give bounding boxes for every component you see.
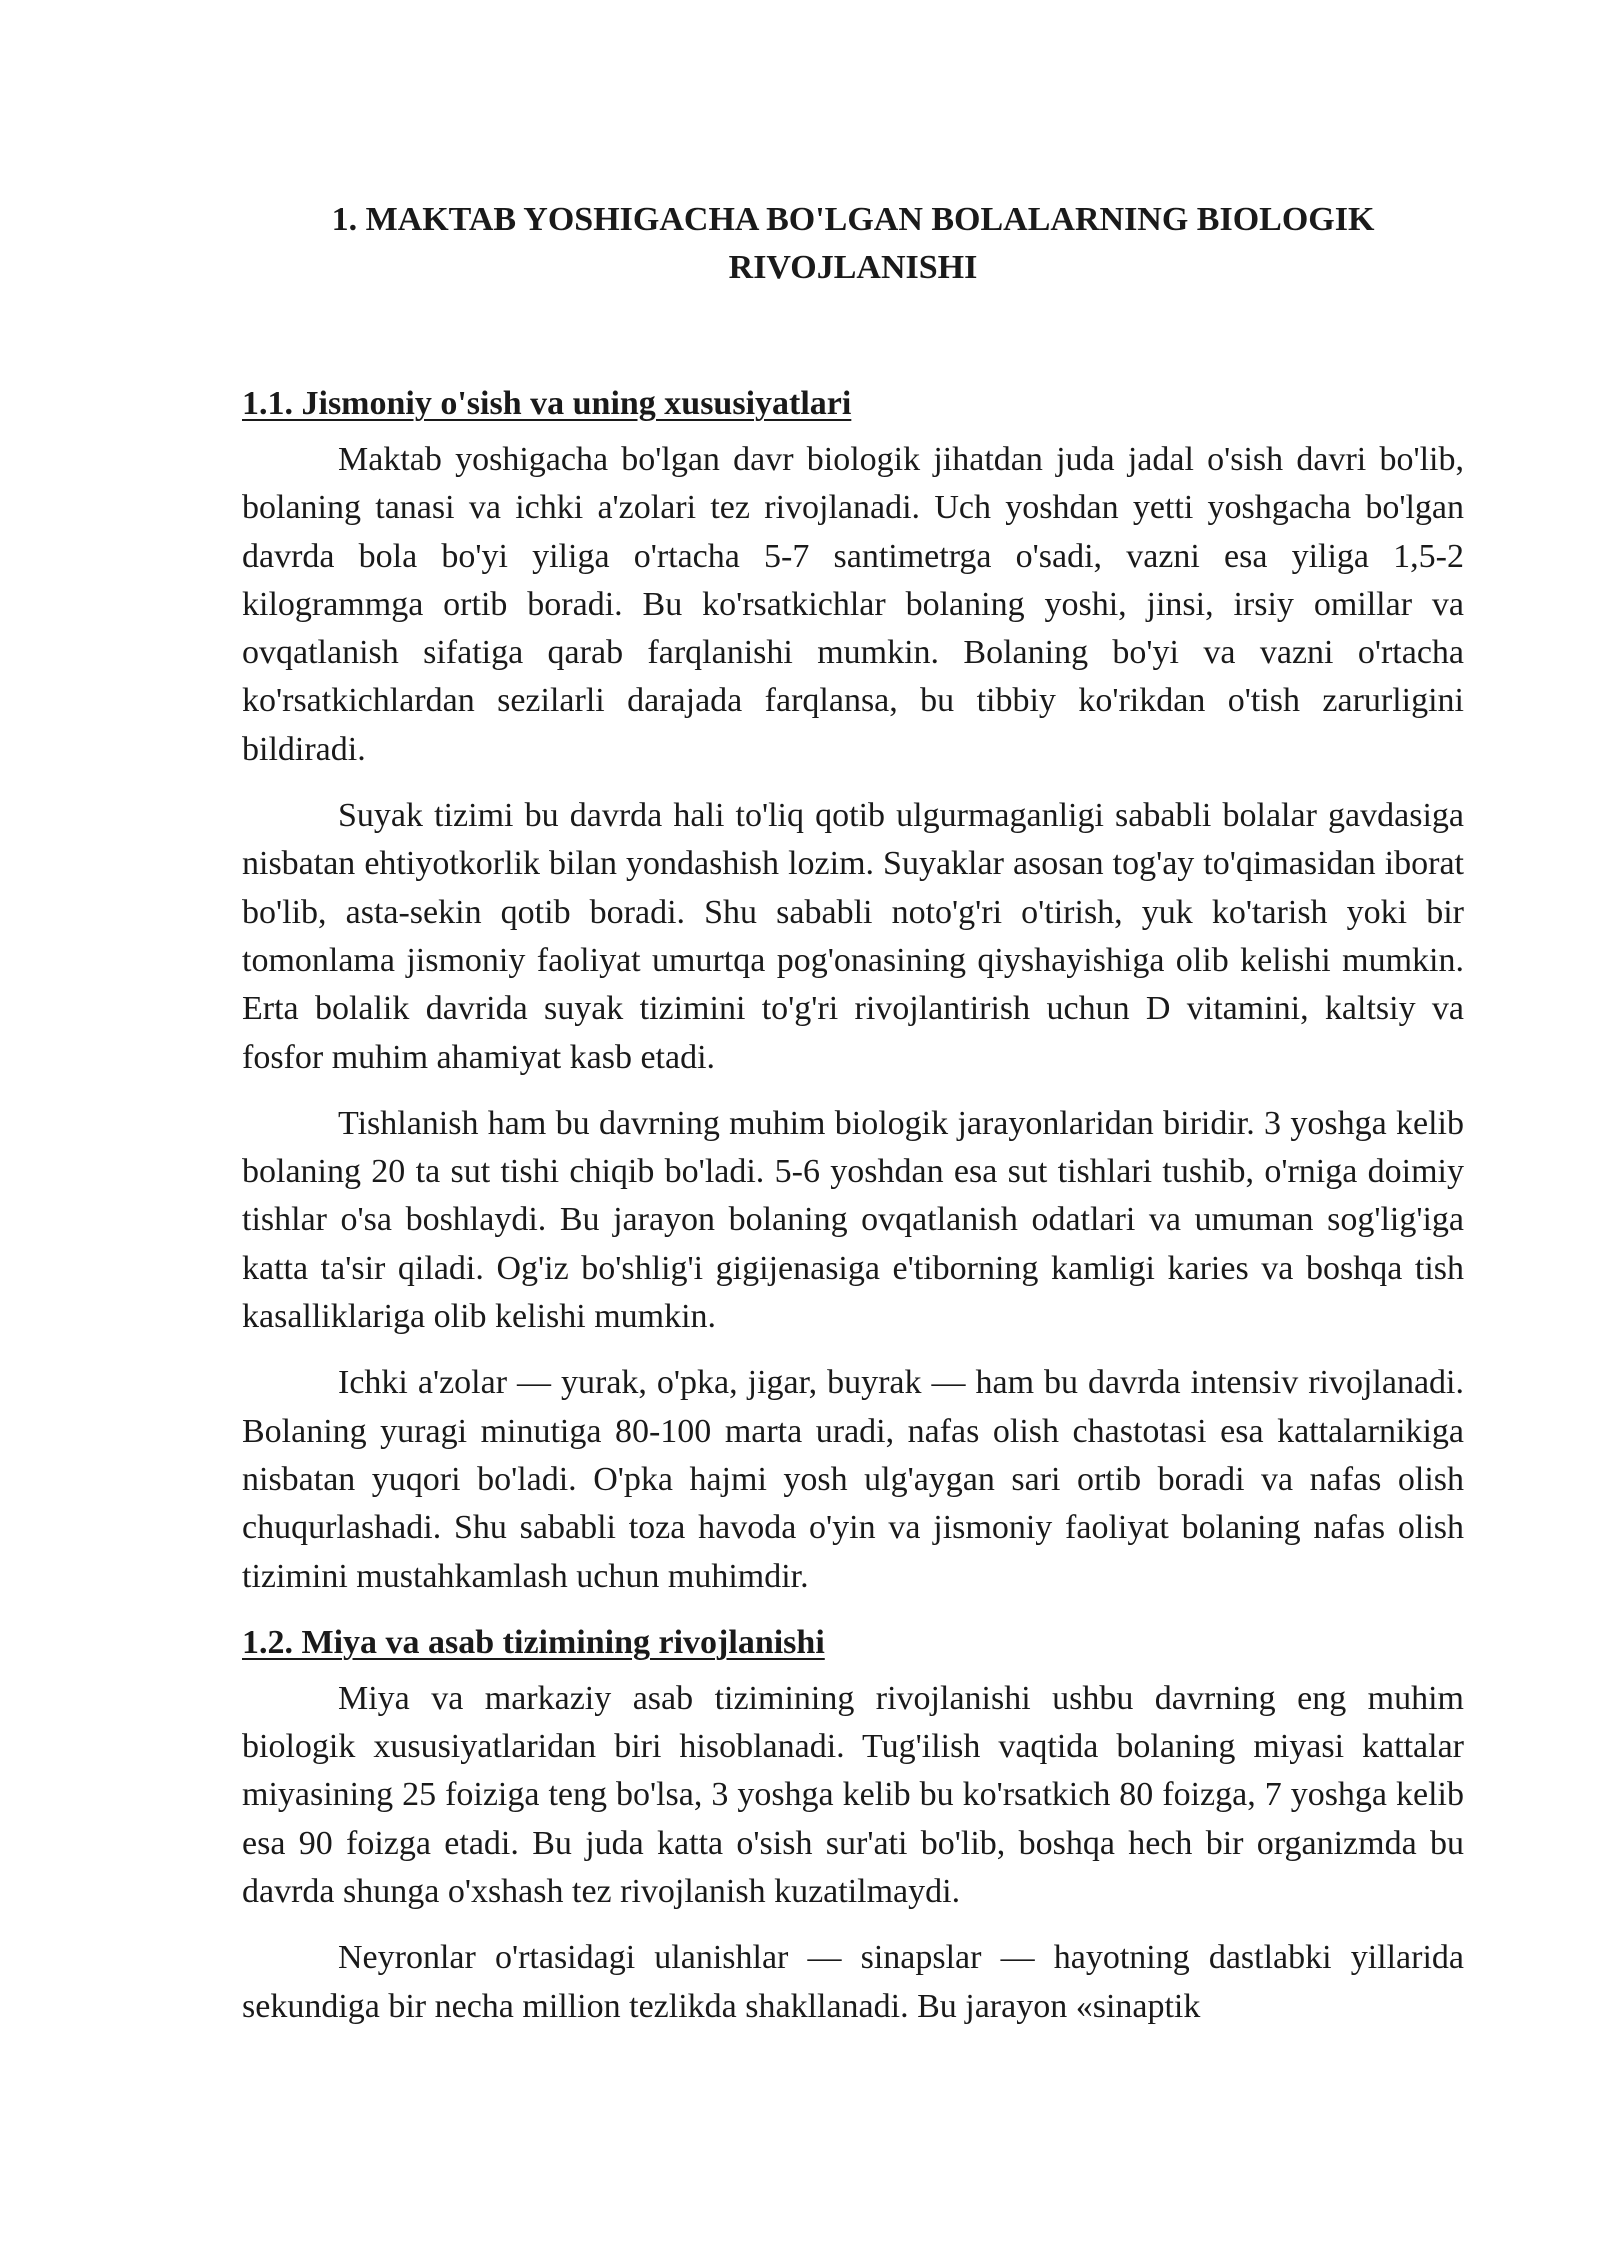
paragraph: Suyak tizimi bu davrda hali to'liq qotib ulgurmaganligi sababli bolalar gavdasiga nisbatan ehtiyotkorlik bilan yondashish lozim. Suyaklar asosan tog'ay to'qimasidan iborat bo'lib, asta-sekin qotib boradi. Shu sababli noto'g'ri o'tirish, yuk ko'tarish yoki bir tomonlama jismoniy faoliyat umurtqa pog'onasining qiyshayishiga olib kelishi mumkin. Erta bolalik davrida suyak tizimini to'g'ri rivojlantirish uchun D vitamini, kaltsiy va fosfor muhim ahamiyat kasb etadi. (242, 797, 1464, 1076)
paragraph: Ichki a'zolar — yurak, o'pka, jigar, buyrak — ham bu davrda intensiv rivojlanadi. Bolaning yuragi minutiga 80-100 marta uradi, nafas olish chastotasi esa kattalarnikiga nisbatan yuqori bo'ladi. O'pka hajmi yosh ulg'aygan sari ortib boradi va nafas olish chuqurlashadi. Shu sababli toza havoda o'yin va jismoniy faoliyat bolaning nafas olish tizimini mustahkamlash uchun muhimdir. (242, 1364, 1464, 1595)
paragraph: Tishlanish ham bu davrning muhim biologik jarayonlaridan biridir. 3 yoshga kelib bolaning 20 ta sut tishi chiqib bo'ladi. 5-6 yoshdan esa sut tishlari tushib, o'rniga doimiy tishlar o'sa boshlaydi. Bu jarayon bolaning ovqatlanish odatlari va umuman sog'lig'iga katta ta'sir qiladi. Og'iz bo'shlig'i gigijenasiga e'tiborning kamligi karies va boshqa tish kasalliklariga olib kelishi mumkin. (242, 1104, 1464, 1336)
section-heading: 1.1. Jismoniy o'sish va uning xususiyatlari (242, 385, 852, 422)
document-page (242, 196, 1464, 2049)
paragraph: Miya va markaziy asab tizimining rivojlanishi ushbu davrning eng muhim biologik xususiyatlaridan biri hisoblanadi. Tug'ilish vaqtida bolaning miyasi kattalar miyasining 25 foiziga teng bo'lsa, 3 yoshga kelib bu ko'rsatkich 80 foizga, 7 yoshga kelib esa 90 foizga etadi. Bu juda katta o'sish sur'ati bo'lib, boshqa hech bir organizmda bu davrda shunga o'xshash tez rivojlanish kuzatilmaydi. (242, 1679, 1464, 1911)
chapter-title: 1. MAKTAB YOSHIGACHA BO'LGAN BOLALARNING BIOLOGIK RIVOJLANISHI (331, 201, 1375, 286)
section-brain-nervous-system (242, 1619, 1464, 2031)
section-physical-growth (242, 380, 1464, 1601)
section-heading: 1.2. Miya va asab tizimining rivojlanishi (242, 1623, 825, 1661)
paragraph: Neyronlar o'rtasidagi ulanishlar — sinapslar — hayotning dastlabki yillarida sekundiga bir necha million tezlikda shakllanadi. Bu jarayon «sinaptik (242, 1939, 1464, 2025)
paragraph: Maktab yoshigacha bo'lgan davr biologik jihatdan juda jadal o'sish davri bo'lib, bolaning tanasi va ichki a'zolari tez rivojlanadi. Uch yoshdan yetti yoshgacha bo'lgan davrda bola bo'yi yiliga o'rtacha 5-7 santimetrga o'sadi, vazni esa yiliga 1,5-2 kilogrammga ortib boradi. Bu ko'rsatkichlar bolaning yoshi, jinsi, irsiy omillar va ovqatlanish sifatiga qarab farqlanishi mumkin. Bolaning bo'yi va vazni o'rtacha ko'rsatkichlardan sezilarli darajada farqlansa, bu tibbiy ko'rikdan o'tish zarurligini bildiradi. (242, 441, 1464, 768)
